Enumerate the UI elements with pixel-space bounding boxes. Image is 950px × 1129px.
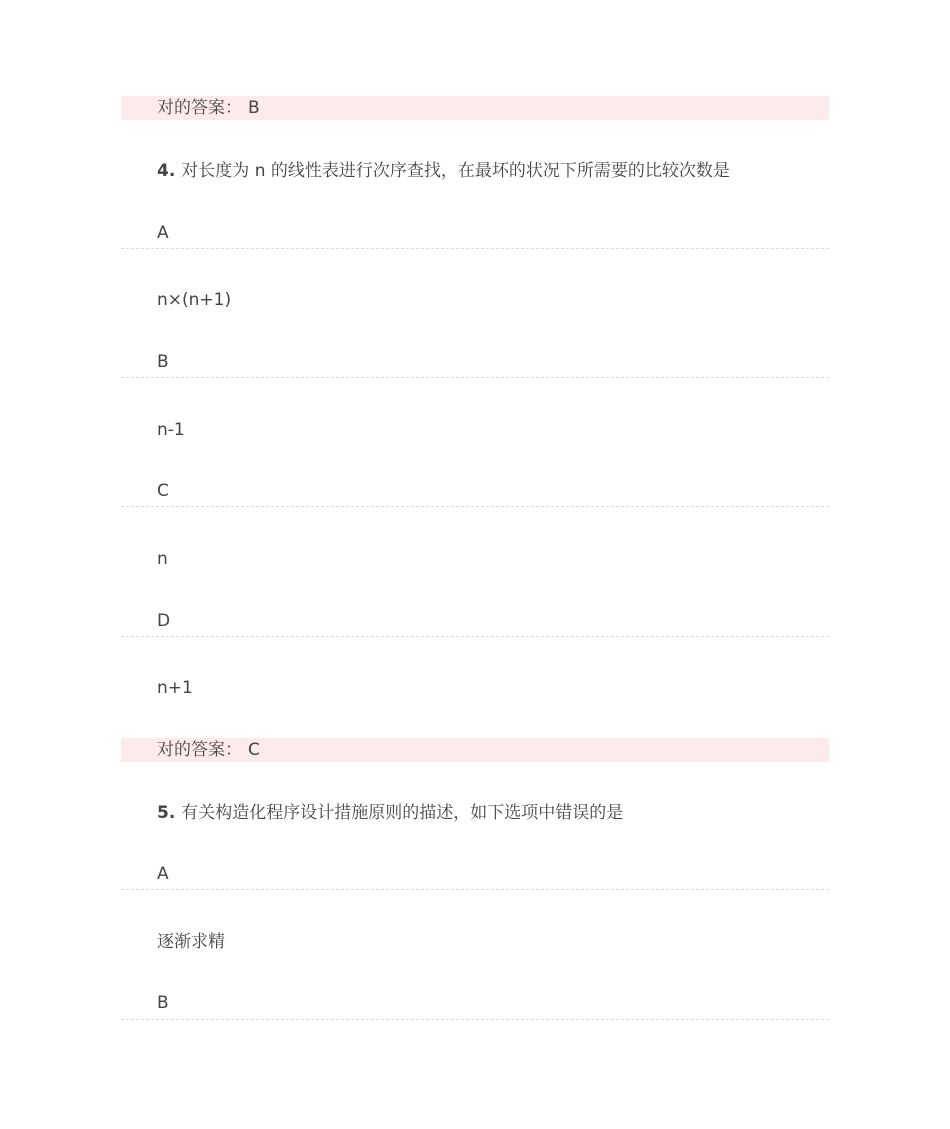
option-text-a: 逐渐求精 (157, 932, 225, 952)
question-5 (157, 801, 623, 825)
option-letter-c: C (157, 481, 169, 501)
option-letter-a: A (157, 864, 169, 884)
answer-label: 对的答案： (157, 740, 242, 760)
option-letter-d: D (157, 611, 171, 631)
option-text-b: n-1 (157, 420, 185, 440)
question-text: 对长度为 n 的线性表进行次序查找，在最坏的状况下所需要的比较次数是 (181, 161, 730, 181)
answer-label: 对的答案： (157, 98, 242, 118)
option-letter-a: A (157, 223, 169, 243)
option-letter-b: B (157, 993, 169, 1013)
question-number: 4. (157, 161, 176, 181)
correct-answer (157, 96, 260, 120)
option-text-d: n+1 (157, 678, 193, 698)
option-divider (121, 636, 829, 637)
option-divider (121, 377, 829, 378)
option-divider (121, 889, 829, 890)
answer-value: C (248, 740, 260, 760)
answer-value: B (248, 98, 260, 118)
option-letter-b: B (157, 352, 169, 372)
option-divider (121, 1019, 829, 1020)
question-number: 5. (157, 803, 176, 823)
option-divider (121, 506, 829, 507)
correct-answer (157, 738, 260, 762)
option-text-a: n×(n+1) (157, 290, 232, 310)
option-divider (121, 248, 829, 249)
question-4 (157, 159, 730, 183)
option-text-c: n (157, 549, 168, 569)
question-text: 有关构造化程序设计措施原则的描述，如下选项中错误的是 (181, 803, 624, 823)
